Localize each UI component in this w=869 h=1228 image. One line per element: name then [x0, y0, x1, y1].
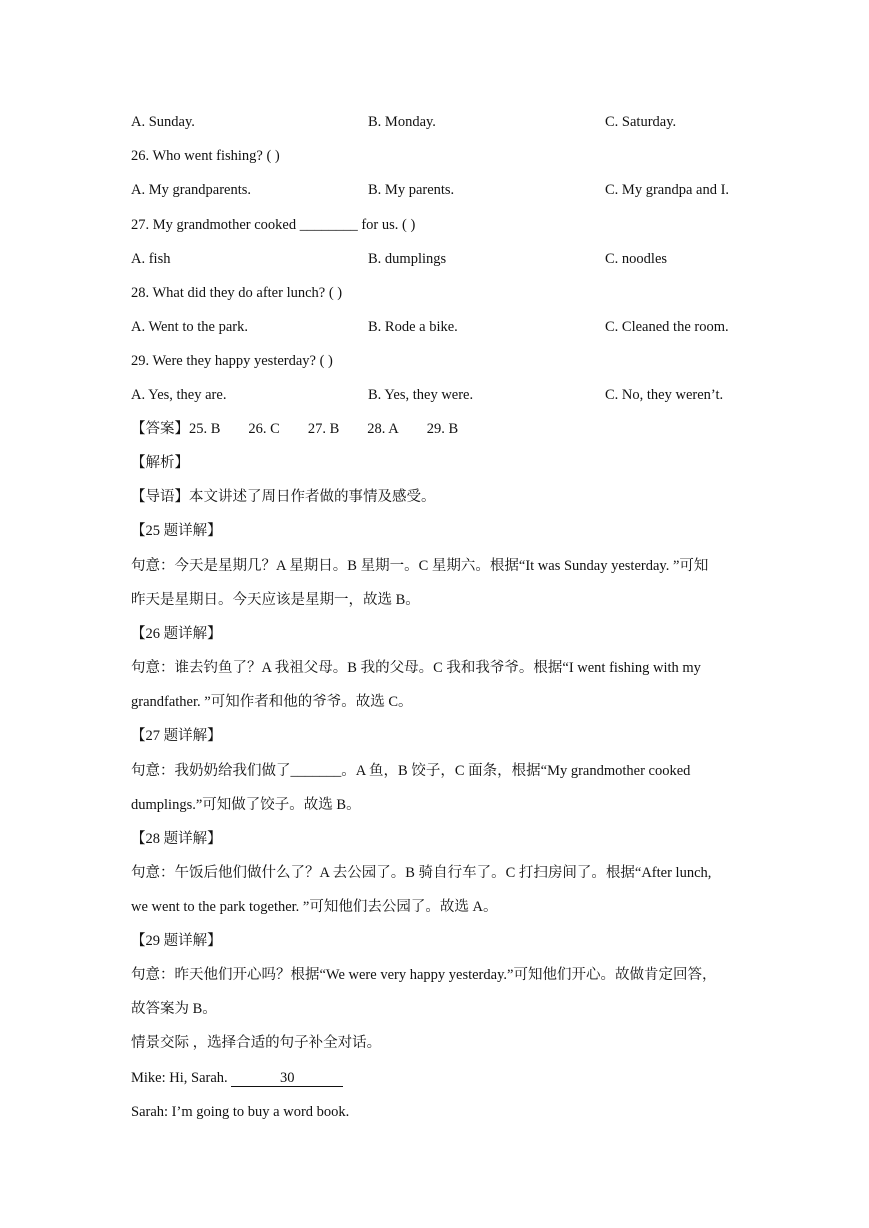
d25-line1: 句意：今天是星期几？A 星期日。B 星期一。C 星期六。根据“It was Sunday yesterday. ”可知 [131, 558, 709, 574]
q25-option-b: B. Monday. [368, 114, 436, 130]
d28-heading: 【28 题详解】 [131, 831, 222, 847]
q25-options [131, 113, 771, 131]
blank-30: 30 [231, 1071, 343, 1087]
answer-item: 28. A [367, 421, 399, 437]
d28-line2: we went to the park together. ”可知他们去公园了。故选 A。 [131, 899, 498, 915]
q29-option-c: C. No, they weren’t. [605, 387, 724, 403]
answer-key [131, 420, 458, 438]
answer-label: 【答案】 [131, 421, 189, 437]
q29-option-b: B. Yes, they were. [368, 387, 474, 403]
q28-question: 28. What did they do after lunch? ( ) [131, 285, 343, 301]
q27-question: 27. My grandmother cooked ________ for us. ( ) [131, 217, 416, 233]
q27-option-a: A. fish [131, 251, 171, 267]
d25-heading: 【25 题详解】 [131, 523, 222, 539]
q26-option-c: C. My grandpa and I. [605, 182, 730, 198]
d27-line1: 句意：我奶奶给我们做了_______。A 鱼，B 饺子，C 面条，根据“My grandmother cooked [131, 763, 691, 779]
analysis-label: 【解析】 [131, 455, 189, 471]
answer-item: 27. B [307, 421, 340, 437]
d27-heading: 【27 题详解】 [131, 728, 222, 744]
answer-item: 25. B [189, 421, 221, 437]
dialog-line-sarah: Sarah: I’m going to buy a word book. [131, 1104, 350, 1120]
d26-heading: 【26 题详解】 [131, 626, 222, 642]
dialog-line-mike [131, 1069, 343, 1087]
q26-option-b: B. My parents. [368, 182, 455, 198]
q26-option-a: A. My grandparents. [131, 182, 252, 198]
answer-item: 29. B [426, 421, 459, 437]
d29-line2: 故答案为 B。 [131, 1001, 217, 1017]
q27-option-c: C. noodles [605, 251, 668, 267]
q26-question: 26. Who went fishing? ( ) [131, 148, 280, 164]
q28-option-b: B. Rode a bike. [368, 319, 458, 335]
d29-heading: 【29 题详解】 [131, 933, 222, 949]
q29-question: 29. Were they happy yesterday? ( ) [131, 353, 333, 369]
section-instruction: 情景交际 ，选择合适的句子补全对话。 [131, 1035, 382, 1051]
d27-line2: dumplings.”可知做了饺子。故选 B。 [131, 797, 361, 813]
d29-line1: 句意：昨天他们开心吗？根据“We were very happy yesterday.”可知他们开心。故做肯定回答， [131, 967, 717, 983]
q28-options [131, 318, 771, 336]
intro-text: 【导语】本文讲述了周日作者做的事情及感受。 [131, 489, 436, 505]
d26-line1: 句意：谁去钓鱼了？A 我祖父母。B 我的父母。C 我和我爷爷。根据“I went fishing with my [131, 660, 701, 676]
d26-line2: grandfather. ”可知作者和他的爷爷。故选 C。 [131, 694, 413, 710]
d28-line1: 句意：午饭后他们做什么了？A 去公园了。B 骑自行车了。C 打扫房间了。根据“After lunch, [131, 865, 712, 881]
q28-option-a: A. Went to the park. [131, 319, 248, 335]
q27-options [131, 250, 771, 268]
q27-option-b: B. dumplings [368, 251, 447, 267]
q28-option-c: C. Cleaned the room. [605, 319, 729, 335]
q25-option-a: A. Sunday. [131, 114, 195, 130]
q25-option-c: C. Saturday. [605, 114, 677, 130]
dialog-mike-text: Mike: Hi, Sarah. [131, 1070, 232, 1086]
answer-item: 26. C [248, 421, 280, 437]
q29-options [131, 386, 771, 404]
q29-option-a: A. Yes, they are. [131, 387, 227, 403]
d25-line2: 昨天是星期日。今天应该是星期一，故选 B。 [131, 592, 420, 608]
q26-options [131, 181, 771, 199]
